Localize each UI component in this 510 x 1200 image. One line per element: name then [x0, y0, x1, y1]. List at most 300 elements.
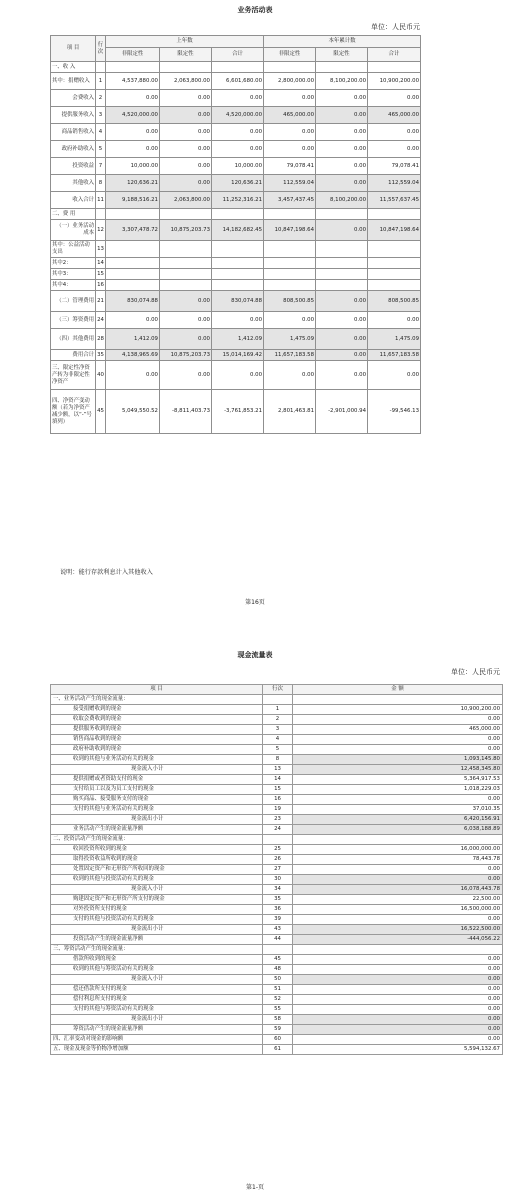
row-index: 51: [263, 985, 293, 995]
value-cell: [264, 269, 316, 280]
row-label: 政府补助收入: [51, 141, 96, 158]
row-label: 购买商品、接受服务支付的现金: [51, 795, 263, 805]
row-index: 60: [263, 1035, 293, 1045]
table-row: [51, 241, 421, 258]
value-cell: [106, 209, 160, 220]
row-label: 现金流出小计: [51, 815, 263, 825]
row-label: 收到的其他与业务活动有关的现金: [51, 755, 263, 765]
value-cell: 1,475.09: [368, 329, 421, 350]
amount-cell: [293, 695, 503, 705]
row-index: 1: [263, 705, 293, 715]
value-cell: 0.00: [106, 141, 160, 158]
value-cell: 4,520,000.00: [212, 107, 264, 124]
value-cell: [264, 209, 316, 220]
value-cell: 10,847,198.64: [264, 220, 316, 241]
value-cell: 79,078.41: [264, 158, 316, 175]
value-cell: 15,014,169.42: [212, 350, 264, 361]
table-row: [51, 975, 503, 985]
value-cell: 465,000.00: [368, 107, 421, 124]
value-cell: [264, 241, 316, 258]
value-cell: 0.00: [160, 141, 212, 158]
row-label: 投资收益: [51, 158, 96, 175]
row-label: 业务活动产生的现金流量净额: [51, 825, 263, 835]
row-label: 商品销售收入: [51, 124, 96, 141]
row-label: 其中2：: [51, 258, 96, 269]
row-label: 支付给员工以及为员工支付的现金: [51, 785, 263, 795]
amount-cell: 0.00: [293, 715, 503, 725]
value-cell: 465,000.00: [264, 107, 316, 124]
report1-title: 业务活动表: [237, 6, 273, 14]
row-index: 45: [263, 955, 293, 965]
value-cell: [106, 62, 160, 73]
value-cell: [212, 62, 264, 73]
value-cell: 0.00: [264, 361, 316, 390]
row-label: 提供服务收到的现金: [51, 725, 263, 735]
row-label: 四、净资产变动额（若为净资产减少额，以“-”号填列）: [51, 390, 96, 434]
row-label: 其中4：: [51, 280, 96, 291]
value-cell: [316, 258, 368, 269]
table-row: [51, 845, 503, 855]
value-cell: 0.00: [316, 361, 368, 390]
value-cell: 0.00: [160, 158, 212, 175]
value-cell: 10,000.00: [106, 158, 160, 175]
amount-cell: -444,056.22: [293, 935, 503, 945]
value-cell: 0.00: [264, 90, 316, 107]
row-index: 12: [96, 220, 106, 241]
value-cell: 0.00: [160, 329, 212, 350]
row-label: 提供捐赠或者资助支付的现金: [51, 775, 263, 785]
value-cell: 0.00: [316, 312, 368, 329]
row-label: 支付的其他与业务活动有关的现金: [51, 805, 263, 815]
value-cell: [368, 62, 421, 73]
amount-cell: 1,093,145.80: [293, 755, 503, 765]
value-cell: [264, 280, 316, 291]
amount-cell: 0.00: [293, 1025, 503, 1035]
row-label: 三、限定性净资产转为非限定性净资产: [51, 361, 96, 390]
amount-cell: 6,038,188.89: [293, 825, 503, 835]
value-cell: 8,100,200.00: [316, 192, 368, 209]
table-row: [51, 935, 503, 945]
value-cell: 0.00: [160, 175, 212, 192]
amount-cell: 0.00: [293, 975, 503, 985]
row-label: 现金流入小计: [51, 975, 263, 985]
row-index: 3: [263, 725, 293, 735]
report1-unit: 单位：人民币元: [371, 23, 420, 31]
value-cell: [212, 280, 264, 291]
row-index: 28: [96, 329, 106, 350]
row-label: 现金流出小计: [51, 1015, 263, 1025]
table-row: [51, 965, 503, 975]
amount-cell: 16,078,443.78: [293, 885, 503, 895]
amount-cell: 16,000,000.00: [293, 845, 503, 855]
value-cell: 10,875,203.73: [160, 220, 212, 241]
value-cell: [106, 280, 160, 291]
value-cell: [160, 269, 212, 280]
row-label: 接受捐赠收到的现金: [51, 705, 263, 715]
row-label: 收回投资所收到的现金: [51, 845, 263, 855]
value-cell: -99,546.13: [368, 390, 421, 434]
value-cell: 0.00: [160, 124, 212, 141]
value-cell: 0.00: [264, 141, 316, 158]
value-cell: 0.00: [160, 90, 212, 107]
header-index: 行次: [263, 685, 293, 695]
value-cell: [160, 209, 212, 220]
amount-cell: 22,500.00: [293, 895, 503, 905]
row-label: 对外投资所支付的现金: [51, 905, 263, 915]
value-cell: 0.00: [316, 291, 368, 312]
header-item: 项 目: [51, 36, 96, 62]
table-row: [51, 795, 503, 805]
row-index: 21: [96, 291, 106, 312]
value-cell: 10,847,198.64: [368, 220, 421, 241]
table-row: [51, 1015, 503, 1025]
value-cell: [316, 280, 368, 291]
table-row: [51, 220, 421, 241]
value-cell: [368, 209, 421, 220]
row-index: 61: [263, 1045, 293, 1055]
amount-cell: 0.00: [293, 865, 503, 875]
value-cell: 1,412.09: [106, 329, 160, 350]
table-row: [51, 141, 421, 158]
page-number-1: 第16页: [245, 599, 265, 606]
value-cell: [212, 269, 264, 280]
row-index: 24: [96, 312, 106, 329]
value-cell: 0.00: [212, 124, 264, 141]
table-row: [51, 755, 503, 765]
value-cell: 11,252,316.21: [212, 192, 264, 209]
row-label: 政府补助收到的现金: [51, 745, 263, 755]
value-cell: 0.00: [106, 361, 160, 390]
amount-cell: 0.00: [293, 1005, 503, 1015]
header-restricted: 限定性: [316, 48, 368, 62]
row-label: 偿付利息所支付的现金: [51, 995, 263, 1005]
value-cell: 0.00: [160, 312, 212, 329]
value-cell: -2,901,000.94: [316, 390, 368, 434]
value-cell: 808,500.85: [264, 291, 316, 312]
value-cell: [368, 258, 421, 269]
table-row: [51, 995, 503, 1005]
amount-cell: 6,420,156.91: [293, 815, 503, 825]
amount-cell: 16,500,000.00: [293, 905, 503, 915]
amount-cell: 1,018,229.03: [293, 785, 503, 795]
row-index: 34: [263, 885, 293, 895]
table-row: [51, 280, 421, 291]
page-number-2: 第1-页: [246, 1184, 264, 1191]
amount-cell: [293, 835, 503, 845]
table-row: [51, 955, 503, 965]
value-cell: 0.00: [264, 312, 316, 329]
value-cell: 2,801,463.81: [264, 390, 316, 434]
value-cell: 11,557,637.45: [368, 192, 421, 209]
amount-cell: 10,900,200.00: [293, 705, 503, 715]
row-label: 三、筹资活动产生的现金流量：: [51, 945, 263, 955]
amount-cell: 0.00: [293, 985, 503, 995]
value-cell: 0.00: [368, 312, 421, 329]
row-label: 偿还借款所支付的现金: [51, 985, 263, 995]
row-index: 13: [263, 765, 293, 775]
header-restricted: 限定性: [160, 48, 212, 62]
value-cell: 0.00: [160, 361, 212, 390]
row-label: 取得投资收益所收到的现金: [51, 855, 263, 865]
row-label: 其中：捐赠收入: [51, 73, 96, 90]
row-label: （一）业务活动成本: [51, 220, 96, 241]
amount-cell: 0.00: [293, 1035, 503, 1045]
table-row: [51, 350, 421, 361]
row-index: [263, 945, 293, 955]
row-index: [96, 62, 106, 73]
row-index: 25: [263, 845, 293, 855]
value-cell: 2,800,000.00: [264, 73, 316, 90]
header-unrestricted: 非限定性: [106, 48, 160, 62]
row-index: 59: [263, 1025, 293, 1035]
row-label: 投资活动产生的现金流量净额: [51, 935, 263, 945]
row-index: 4: [96, 124, 106, 141]
table-row: [51, 1025, 503, 1035]
row-index: 58: [263, 1015, 293, 1025]
value-cell: 0.00: [264, 124, 316, 141]
row-index: 45: [96, 390, 106, 434]
row-label: 五、现金及现金等价物净增加额: [51, 1045, 263, 1055]
header-amount: 金 额: [293, 685, 503, 695]
table-row: [51, 175, 421, 192]
value-cell: [316, 209, 368, 220]
row-label: 处置固定资产和无形资产所收回的现金: [51, 865, 263, 875]
row-index: 14: [263, 775, 293, 785]
table-row: [51, 390, 421, 434]
amount-cell: 37,010.35: [293, 805, 503, 815]
amount-cell: 0.00: [293, 915, 503, 925]
row-label: 其中：公益活动支出: [51, 241, 96, 258]
value-cell: 1,412.09: [212, 329, 264, 350]
value-cell: 0.00: [212, 361, 264, 390]
value-cell: 0.00: [212, 141, 264, 158]
value-cell: 0.00: [368, 361, 421, 390]
row-label: 费用合计: [51, 350, 96, 361]
value-cell: 5,049,550.52: [106, 390, 160, 434]
value-cell: 0.00: [316, 350, 368, 361]
value-cell: [316, 62, 368, 73]
value-cell: [264, 62, 316, 73]
table-row: [51, 765, 503, 775]
value-cell: 0.00: [316, 175, 368, 192]
value-cell: 0.00: [106, 312, 160, 329]
value-cell: 0.00: [316, 107, 368, 124]
table-row: [51, 361, 421, 390]
value-cell: [160, 258, 212, 269]
value-cell: 0.00: [368, 90, 421, 107]
table-row: [51, 725, 503, 735]
table-row: [51, 291, 421, 312]
value-cell: 2,063,800.00: [160, 192, 212, 209]
row-label: 收入合计: [51, 192, 96, 209]
value-cell: [316, 241, 368, 258]
header-total: 合计: [368, 48, 421, 62]
table-row: [51, 985, 503, 995]
value-cell: 6,601,680.00: [212, 73, 264, 90]
table-row: [51, 785, 503, 795]
row-label: （二）管理费用: [51, 291, 96, 312]
table-row: [51, 735, 503, 745]
amount-cell: 78,443.78: [293, 855, 503, 865]
row-index: 35: [96, 350, 106, 361]
row-label: 其中3：: [51, 269, 96, 280]
table-row: [51, 1045, 503, 1055]
header-this-year: 本年累计数: [264, 36, 421, 48]
table-row: [51, 124, 421, 141]
row-index: 11: [96, 192, 106, 209]
amount-cell: 0.00: [293, 1015, 503, 1025]
value-cell: 0.00: [160, 107, 212, 124]
amount-cell: 0.00: [293, 745, 503, 755]
amount-cell: 0.00: [293, 995, 503, 1005]
row-index: 19: [263, 805, 293, 815]
value-cell: 830,074.88: [212, 291, 264, 312]
row-index: [263, 695, 293, 705]
value-cell: 11,657,183.58: [368, 350, 421, 361]
table-row: [51, 258, 421, 269]
row-label: 筹资活动产生的现金流量净额: [51, 1025, 263, 1035]
value-cell: [316, 269, 368, 280]
value-cell: [368, 280, 421, 291]
row-index: 26: [263, 855, 293, 865]
value-cell: 79,078.41: [368, 158, 421, 175]
row-label: 会费收入: [51, 90, 96, 107]
value-cell: [106, 241, 160, 258]
value-cell: [212, 241, 264, 258]
value-cell: [368, 241, 421, 258]
value-cell: 10,000.00: [212, 158, 264, 175]
table-row: [51, 855, 503, 865]
value-cell: 14,182,682.45: [212, 220, 264, 241]
row-index: 40: [96, 361, 106, 390]
row-index: 5: [96, 141, 106, 158]
row-index: 24: [263, 825, 293, 835]
row-index: 39: [263, 915, 293, 925]
value-cell: [212, 209, 264, 220]
row-label: 支付的其他与投资活动有关的现金: [51, 915, 263, 925]
value-cell: 0.00: [316, 90, 368, 107]
amount-cell: 0.00: [293, 795, 503, 805]
row-label: 现金流入小计: [51, 765, 263, 775]
row-index: 5: [263, 745, 293, 755]
row-label: 提供服务收入: [51, 107, 96, 124]
table-row: [51, 915, 503, 925]
row-index: 50: [263, 975, 293, 985]
amount-cell: 5,364,917.53: [293, 775, 503, 785]
value-cell: [160, 241, 212, 258]
value-cell: 3,457,437.45: [264, 192, 316, 209]
amount-cell: 0.00: [293, 735, 503, 745]
value-cell: 10,900,200.00: [368, 73, 421, 90]
table-row: [51, 775, 503, 785]
header-index: 行次: [96, 36, 106, 62]
table-row: [51, 73, 421, 90]
row-label: 现金流入小计: [51, 885, 263, 895]
table-row: [51, 1005, 503, 1015]
header-last-year: 上年数: [106, 36, 264, 48]
row-index: 36: [263, 905, 293, 915]
value-cell: 9,188,516.21: [106, 192, 160, 209]
amount-cell: 12,458,345.80: [293, 765, 503, 775]
row-index: 16: [263, 795, 293, 805]
table-row: [51, 62, 421, 73]
table-row: [51, 835, 503, 845]
value-cell: 1,475.09: [264, 329, 316, 350]
report2-title: 现金流量表: [237, 651, 273, 659]
row-index: 1: [96, 73, 106, 90]
value-cell: 0.00: [106, 90, 160, 107]
row-index: 2: [263, 715, 293, 725]
value-cell: 0.00: [160, 291, 212, 312]
table-row: [51, 875, 503, 885]
row-index: 35: [263, 895, 293, 905]
row-index: 15: [96, 269, 106, 280]
value-cell: 0.00: [368, 124, 421, 141]
table-row: [51, 107, 421, 124]
value-cell: 10,875,203.73: [160, 350, 212, 361]
row-label: 二、投资活动产生的现金流量：: [51, 835, 263, 845]
value-cell: 8,100,200.00: [316, 73, 368, 90]
amount-cell: 465,000.00: [293, 725, 503, 735]
row-index: 3: [96, 107, 106, 124]
value-cell: 2,063,800.00: [160, 73, 212, 90]
value-cell: [106, 269, 160, 280]
row-index: [263, 835, 293, 845]
row-label: 收取会费收到的现金: [51, 715, 263, 725]
table-row: [51, 1035, 503, 1045]
value-cell: 0.00: [368, 141, 421, 158]
row-index: 52: [263, 995, 293, 1005]
row-index: 23: [263, 815, 293, 825]
value-cell: 0.00: [316, 220, 368, 241]
row-index: 27: [263, 865, 293, 875]
row-index: 4: [263, 735, 293, 745]
table-row: [51, 695, 503, 705]
row-label: 一、业务活动产生的现金流量：: [51, 695, 263, 705]
report1-note: 说明：能行存款利息计入其他收入: [60, 569, 153, 576]
row-index: [96, 209, 106, 220]
header-item: 项 目: [51, 685, 263, 695]
header-total: 合计: [212, 48, 264, 62]
row-label: 其他收入: [51, 175, 96, 192]
value-cell: 0.00: [212, 312, 264, 329]
amount-cell: 16,522,500.00: [293, 925, 503, 935]
row-index: 2: [96, 90, 106, 107]
row-label: （三）筹资费用: [51, 312, 96, 329]
row-index: 30: [263, 875, 293, 885]
table-row: [51, 209, 421, 220]
row-label: 购建固定资产和无形资产所支付的现金: [51, 895, 263, 905]
table-row: [51, 895, 503, 905]
value-cell: 0.00: [212, 90, 264, 107]
table-row: [51, 312, 421, 329]
row-index: 8: [96, 175, 106, 192]
table-row: [51, 715, 503, 725]
row-label: 收到的其他与筹资活动有关的现金: [51, 965, 263, 975]
value-cell: [160, 62, 212, 73]
amount-cell: 0.00: [293, 965, 503, 975]
value-cell: -8,811,403.73: [160, 390, 212, 434]
value-cell: [106, 258, 160, 269]
row-index: 15: [263, 785, 293, 795]
value-cell: [368, 269, 421, 280]
row-label: 四、汇率变动对现金的影响额: [51, 1035, 263, 1045]
value-cell: 0.00: [316, 158, 368, 175]
row-label: 现金流出小计: [51, 925, 263, 935]
row-index: 44: [263, 935, 293, 945]
table-row: [51, 925, 503, 935]
value-cell: 830,074.88: [106, 291, 160, 312]
